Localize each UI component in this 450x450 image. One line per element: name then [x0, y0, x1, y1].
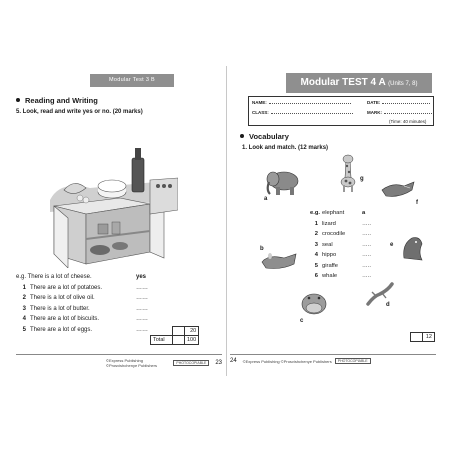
exercise-instruction: 1. Look and match. (12 marks)	[242, 145, 329, 151]
student-info-box	[248, 96, 434, 126]
book-spine	[226, 66, 227, 376]
section-heading: Vocabulary	[240, 132, 289, 141]
date-field[interactable]: DATE:	[367, 100, 430, 105]
seal-icon	[398, 232, 428, 262]
answer-blank[interactable]: …..	[362, 262, 372, 269]
time-note: (Time: 40 minutes)	[389, 119, 427, 124]
left-page	[10, 66, 224, 368]
answer-blank[interactable]: …..	[362, 241, 372, 248]
section-heading: Reading and Writing	[16, 96, 98, 105]
list-item: 4 There are a lot of biscuits. ……	[16, 314, 176, 325]
score-blank[interactable]	[411, 333, 423, 342]
name-field[interactable]: NAME:	[252, 100, 351, 105]
bullet-icon	[240, 134, 244, 138]
answer-blank[interactable]: ……	[136, 284, 148, 291]
score-blank[interactable]	[173, 327, 185, 336]
answer-blank[interactable]: ……	[136, 326, 148, 333]
giraffe-icon	[338, 154, 358, 192]
score-box: 12	[410, 332, 435, 342]
lizard-icon	[364, 280, 396, 308]
list-item: 2 There is a lot of olive oil. ……	[16, 293, 176, 304]
class-field[interactable]: CLASS:	[252, 110, 353, 115]
right-banner: Modular TEST 4 A (Units 7, 8)	[286, 73, 432, 93]
page-number: 24	[230, 358, 237, 364]
answer-blank[interactable]: ……	[136, 305, 148, 312]
exercise-instruction: 5. Look, read and write yes or no. (20 marks)	[16, 109, 143, 115]
elephant-icon	[264, 168, 304, 196]
list-item: 1 lizard …..	[310, 219, 378, 230]
answer-blank[interactable]: …..	[362, 252, 372, 259]
mark-field[interactable]: MARK:	[367, 110, 432, 115]
kitchen-illustration-icon	[50, 140, 178, 268]
list-item: 1 There are a lot of potatoes. ……	[16, 283, 176, 294]
score-box: 20 Total 100	[150, 326, 199, 345]
answer-blank[interactable]: …..	[362, 231, 372, 238]
list-item: 3 seal …..	[310, 240, 378, 251]
example-row: e.g. There is a lot of cheese. yes	[16, 274, 147, 281]
page-number: 23	[215, 360, 222, 366]
list-item: 3 There is a lot of butter. ……	[16, 304, 176, 315]
list-item: 2 crocodile …..	[310, 229, 378, 240]
left-footer: ©Express Publishing ©Prosvishchenye Publishers PHOTOCOPIABLE 23	[106, 358, 222, 368]
left-banner: Modular Test 3 B	[90, 74, 174, 87]
hippo-icon	[298, 290, 330, 318]
list-item: 5 There are a lot of eggs. ……	[16, 325, 176, 336]
right-footer: 24 ©Express Publishing ©Prosvishchenye Publishers PHOTOCOPIABLE	[230, 358, 436, 364]
answer-blank[interactable]: ……	[136, 295, 148, 302]
example-row: e.g. elephant a	[310, 210, 366, 217]
bullet-icon	[16, 98, 20, 102]
list-item: 4 hippo …..	[310, 250, 378, 261]
answer-blank[interactable]: ……	[136, 316, 148, 323]
whale-icon	[260, 250, 300, 272]
right-page: Modular TEST 4 A (Units 7, 8) NAME: DATE: CLASS: MARK: (Time: 40 minutes) Vocabulary 1. Look and match. (12 marks) a g f b e c d e.g. elephant a 1 lizard ….. 2 crocodile ….. 3 seal ….. 4 hippo ….. 5 giraffe ….. 6 whale ….. 12 24 ©Express Publishing ©Prosvishchenye Publishers PHOTOCOPIABLE	[230, 66, 440, 368]
list-item: 6 whale …..	[310, 271, 378, 282]
crocodile-icon	[380, 178, 416, 200]
answer-blank[interactable]: …..	[362, 220, 372, 227]
total-blank[interactable]	[173, 336, 185, 345]
list-item: 5 giraffe …..	[310, 261, 378, 272]
answer-blank[interactable]: …..	[362, 273, 372, 280]
total-label: Total	[151, 336, 173, 345]
match-list	[310, 208, 378, 282]
